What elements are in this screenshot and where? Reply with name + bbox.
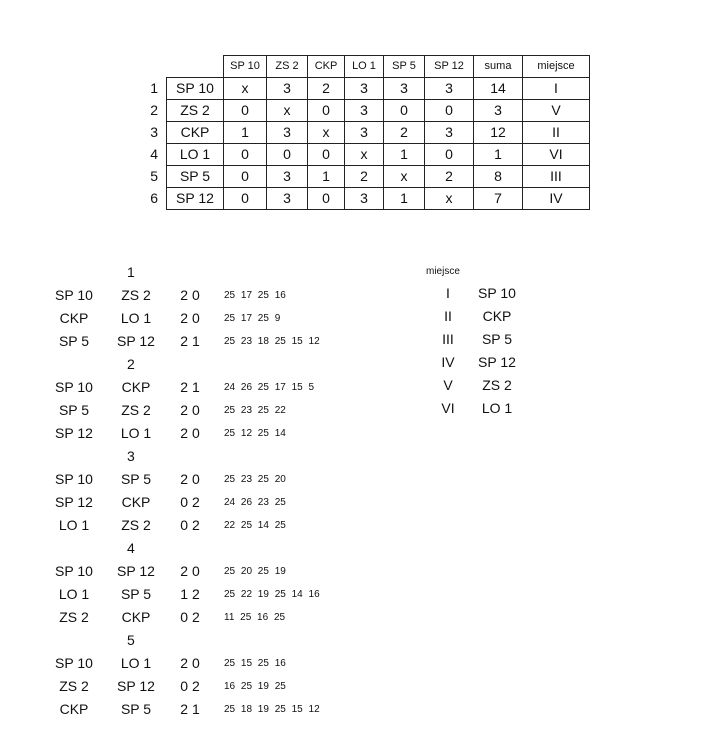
match-row	[0, 514, 400, 537]
place-cell: IV	[523, 188, 590, 210]
ranking-row	[420, 282, 550, 305]
place-cell: II	[523, 122, 590, 144]
result-cell: x	[345, 144, 384, 166]
match-row	[0, 399, 400, 422]
match-score: 0 2	[180, 678, 200, 694]
round-header	[0, 629, 400, 652]
result-cell: 2	[384, 122, 425, 144]
match-score: 2 1	[180, 333, 200, 349]
result-cell: 3	[267, 122, 308, 144]
crosstable	[104, 55, 590, 210]
match-row	[0, 376, 400, 399]
ranking-team: SP 10	[478, 285, 516, 301]
place-cell: VI	[523, 144, 590, 166]
home-team: SP 12	[55, 494, 93, 510]
team-name: CKP	[167, 122, 224, 144]
home-team: SP 10	[55, 655, 93, 671]
home-team: SP 12	[55, 425, 93, 441]
result-cell: 1	[224, 122, 267, 144]
match-row	[0, 422, 400, 445]
sum-cell: 14	[474, 78, 523, 100]
place-cell: III	[523, 166, 590, 188]
away-team: CKP	[121, 494, 151, 510]
result-cell: 3	[345, 188, 384, 210]
home-team: LO 1	[58, 517, 90, 533]
set-scores: 25 17 25 16	[224, 290, 286, 301]
result-cell: 0	[224, 144, 267, 166]
away-team: LO 1	[120, 310, 152, 326]
home-team: ZS 2	[59, 678, 89, 694]
set-scores: 24 26 25 17 15 5	[224, 382, 315, 393]
result-cell: 3	[345, 122, 384, 144]
result-cell: 3	[384, 78, 425, 100]
result-cell: 1	[384, 188, 425, 210]
round-header	[0, 261, 400, 284]
match-score: 2 0	[180, 563, 200, 579]
result-cell: x	[425, 188, 474, 210]
crosstable-row	[104, 188, 590, 210]
ranking-team: ZS 2	[482, 377, 512, 393]
column-header: LO 1	[345, 56, 384, 78]
away-team: SP 5	[120, 586, 152, 602]
row-number-spacer	[104, 56, 167, 78]
match-row	[0, 560, 400, 583]
ranking-row	[420, 328, 550, 351]
away-team: SP 5	[120, 471, 152, 487]
ranking-place: IV	[441, 354, 455, 370]
ranking-row	[420, 351, 550, 374]
team-name: SP 5	[167, 166, 224, 188]
result-cell: 3	[345, 78, 384, 100]
set-scores: 16 25 19 25	[224, 681, 286, 692]
crosstable-header-row	[104, 56, 590, 78]
away-team: ZS 2	[121, 517, 151, 533]
result-cell: 3	[345, 100, 384, 122]
away-team: LO 1	[120, 655, 152, 671]
corner-cell	[167, 56, 224, 78]
result-cell: 3	[267, 78, 308, 100]
round-number: 3	[127, 448, 135, 464]
ranking-place: II	[444, 308, 452, 324]
ranking-team: SP 5	[481, 331, 513, 347]
match-score: 2 0	[180, 425, 200, 441]
match-row	[0, 307, 400, 330]
set-scores: 25 12 25 14	[224, 428, 286, 439]
result-cell: 0	[425, 144, 474, 166]
ranking-place: V	[443, 377, 453, 393]
match-row	[0, 491, 400, 514]
result-cell: 0	[384, 100, 425, 122]
result-cell: x	[267, 100, 308, 122]
match-score: 2 1	[180, 701, 200, 717]
away-team: CKP	[121, 609, 151, 625]
match-row	[0, 606, 400, 629]
team-name: ZS 2	[167, 100, 224, 122]
row-number: 6	[150, 190, 158, 206]
row-number: 5	[150, 168, 158, 184]
away-team: SP 12	[117, 563, 155, 579]
column-header: SP 10	[224, 56, 267, 78]
home-team: SP 5	[58, 402, 90, 418]
result-cell: 3	[425, 122, 474, 144]
set-scores: 25 15 25 16	[224, 658, 286, 669]
result-cell: 0	[308, 188, 345, 210]
home-team: SP 10	[55, 563, 93, 579]
match-score: 2 0	[180, 310, 200, 326]
place-cell: V	[523, 100, 590, 122]
column-header: CKP	[308, 56, 345, 78]
set-scores: 25 20 25 19	[224, 566, 286, 577]
match-score: 0 2	[180, 609, 200, 625]
away-team: SP 5	[120, 701, 152, 717]
ranking-place: III	[442, 331, 454, 347]
result-cell: 2	[345, 166, 384, 188]
sum-cell: 3	[474, 100, 523, 122]
match-score: 2 0	[180, 471, 200, 487]
crosstable-row	[104, 122, 590, 144]
crosstable-row	[104, 100, 590, 122]
round-header	[0, 445, 400, 468]
match-row	[0, 583, 400, 606]
column-header: ZS 2	[267, 56, 308, 78]
rounds-list	[0, 261, 400, 721]
home-team: SP 5	[58, 333, 90, 349]
match-score: 0 2	[180, 517, 200, 533]
crosstable-row	[104, 144, 590, 166]
match-row	[0, 284, 400, 307]
result-cell: 3	[425, 78, 474, 100]
row-number: 1	[150, 80, 158, 96]
round-number: 5	[127, 632, 135, 648]
column-header: SP 12	[425, 56, 474, 78]
home-team: CKP	[59, 701, 89, 717]
ranking-row	[420, 305, 550, 328]
set-scores: 25 23 25 20	[224, 474, 286, 485]
round-header	[0, 537, 400, 560]
sum-cell: 1	[474, 144, 523, 166]
column-header: SP 5	[384, 56, 425, 78]
result-cell: x	[224, 78, 267, 100]
match-row	[0, 330, 400, 353]
set-scores: 25 23 18 25 15 12	[224, 336, 320, 347]
team-name: SP 12	[167, 188, 224, 210]
result-cell: x	[384, 166, 425, 188]
crosstable-row	[104, 78, 590, 100]
set-scores: 24 26 23 25	[224, 497, 286, 508]
ranking-team: LO 1	[481, 400, 513, 416]
result-cell: 0	[308, 144, 345, 166]
ranking-row	[420, 374, 550, 397]
round-header	[0, 353, 400, 376]
ranking-title: miejsce	[426, 266, 460, 277]
set-scores: 25 22 19 25 14 16	[224, 589, 320, 600]
set-scores: 25 17 25 9	[224, 313, 281, 324]
match-row	[0, 468, 400, 491]
round-number: 4	[127, 540, 135, 556]
set-scores: 25 18 19 25 15 12	[224, 704, 320, 715]
home-team: SP 10	[55, 471, 93, 487]
result-cell: 3	[267, 188, 308, 210]
away-team: SP 12	[117, 678, 155, 694]
round-number: 1	[127, 264, 135, 280]
set-scores: 11 25 16 25	[224, 612, 286, 623]
set-scores: 22 25 14 25	[224, 520, 286, 531]
home-team: SP 10	[55, 379, 93, 395]
match-score: 1 2	[180, 586, 200, 602]
away-team: SP 12	[117, 333, 155, 349]
result-cell: 0	[425, 100, 474, 122]
ranking-place: VI	[441, 400, 455, 416]
match-row	[0, 675, 400, 698]
home-team: SP 10	[55, 287, 93, 303]
result-cell: 0	[224, 188, 267, 210]
result-cell: 1	[384, 144, 425, 166]
match-row	[0, 652, 400, 675]
away-team: LO 1	[120, 425, 152, 441]
team-name: SP 10	[167, 78, 224, 100]
column-header: suma	[474, 56, 523, 78]
match-row	[0, 698, 400, 721]
row-number: 2	[150, 102, 158, 118]
result-cell: 2	[308, 78, 345, 100]
team-name: LO 1	[167, 144, 224, 166]
sum-cell: 7	[474, 188, 523, 210]
set-scores: 25 23 25 22	[224, 405, 286, 416]
match-score: 2 0	[180, 402, 200, 418]
row-number: 4	[150, 146, 158, 162]
match-score: 2 0	[180, 287, 200, 303]
match-score: 0 2	[180, 494, 200, 510]
home-team: ZS 2	[59, 609, 89, 625]
ranking-team: CKP	[482, 308, 512, 324]
row-number: 3	[150, 124, 158, 140]
match-score: 2 0	[180, 655, 200, 671]
away-team: CKP	[121, 379, 151, 395]
result-cell: 0	[224, 100, 267, 122]
home-team: LO 1	[58, 586, 90, 602]
final-ranking	[420, 262, 550, 420]
result-cell: x	[308, 122, 345, 144]
result-cell: 0	[224, 166, 267, 188]
column-header: miejsce	[523, 56, 590, 78]
result-cell: 2	[425, 166, 474, 188]
result-cell: 0	[308, 100, 345, 122]
match-score: 2 1	[180, 379, 200, 395]
place-cell: I	[523, 78, 590, 100]
crosstable-row	[104, 166, 590, 188]
result-cell: 3	[267, 166, 308, 188]
away-team: ZS 2	[121, 287, 151, 303]
ranking-team: SP 12	[478, 354, 516, 370]
sum-cell: 12	[474, 122, 523, 144]
home-team: CKP	[59, 310, 89, 326]
ranking-place: I	[446, 285, 450, 301]
result-cell: 0	[267, 144, 308, 166]
away-team: ZS 2	[121, 402, 151, 418]
round-number: 2	[127, 356, 135, 372]
result-cell: 1	[308, 166, 345, 188]
ranking-row	[420, 397, 550, 420]
sum-cell: 8	[474, 166, 523, 188]
